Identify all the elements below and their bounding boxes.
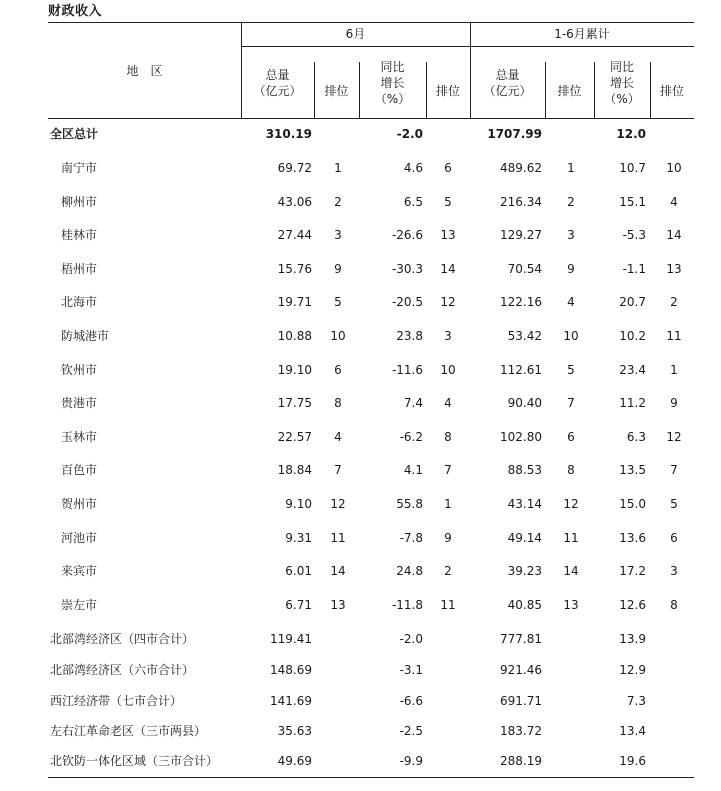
m-yoy-cell: -6.2 [399, 430, 423, 444]
m-total-cell: 69.72 [277, 161, 312, 175]
m-yoy-rank-cell: 4 [444, 396, 452, 410]
c-yoy-rank-cell: 12 [666, 430, 682, 444]
c-yoy-cell: 13.4 [619, 724, 646, 738]
m-yoy-rank-cell: 11 [440, 598, 456, 612]
c-rank-cell: 3 [567, 228, 575, 242]
m-total-cell: 43.06 [277, 195, 312, 209]
c-yoy-rank-cell: 8 [670, 598, 678, 612]
table-top-border [48, 22, 694, 23]
m-total-cell: 6.01 [285, 564, 312, 578]
m-total-cell: 6.71 [285, 598, 312, 612]
c-total-cell: 183.72 [500, 724, 542, 738]
c-yoy-cell: 7.3 [626, 694, 646, 708]
c-rank-cell: 11 [563, 531, 579, 545]
m-yoy-rank-cell: 2 [444, 564, 452, 578]
c-total-cell: 88.53 [507, 463, 542, 477]
c-yoy-rank-cell: 2 [670, 295, 678, 309]
table-bottom-border [48, 777, 694, 778]
c-total-cell: 102.80 [500, 430, 542, 444]
m-rank-cell: 6 [334, 363, 342, 377]
region-name: 北部湾经济区（四市合计） [50, 632, 195, 646]
header-bottom-border [48, 118, 694, 119]
m-yoy-cell: -26.6 [391, 228, 423, 242]
header-yoy-label: 增长 [609, 76, 634, 90]
m-rank-cell: 8 [334, 396, 342, 410]
m-yoy-rank-cell: 1 [444, 497, 452, 511]
c-yoy-cell: 10.7 [619, 161, 646, 175]
region-name: 玉林市 [61, 430, 98, 444]
m-total-cell: 27.44 [277, 228, 312, 242]
c-yoy-cell: 13.6 [619, 531, 646, 545]
c-total-cell: 39.23 [507, 564, 542, 578]
m-rank-cell: 3 [334, 228, 342, 242]
m-yoy-cell: -7.8 [399, 531, 423, 545]
m-yoy-rank-cell: 8 [444, 430, 452, 444]
c-total-cell: 70.54 [507, 262, 542, 276]
c-rank-cell: 12 [563, 497, 579, 511]
m-yoy-cell: 7.4 [403, 396, 423, 410]
m-yoy-cell: -11.6 [391, 363, 423, 377]
m-rank-cell: 10 [330, 329, 346, 343]
m-total-cell: 19.71 [277, 295, 312, 309]
m-total-cell: 22.57 [277, 430, 312, 444]
header-rank: 排位 [435, 84, 460, 98]
m-yoy-cell: -3.1 [399, 663, 423, 677]
c-yoy-cell: 20.7 [619, 295, 646, 309]
m-rank-cell: 11 [330, 531, 346, 545]
m-yoy-cell: 55.8 [396, 497, 423, 511]
c-yoy-cell: 10.2 [619, 329, 646, 343]
m-rank-cell: 5 [334, 295, 342, 309]
m-rank-cell: 2 [334, 195, 342, 209]
c-total-cell: 40.85 [507, 598, 542, 612]
c-rank-cell: 7 [567, 396, 575, 410]
m-rank-cell: 4 [334, 430, 342, 444]
m-total-cell: 310.19 [265, 127, 312, 141]
c-rank-cell: 4 [567, 295, 575, 309]
m-total-cell: 9.31 [285, 531, 312, 545]
m-rank-cell: 7 [334, 463, 342, 477]
region-name: 柳州市 [61, 195, 98, 209]
c-yoy-rank-cell: 1 [670, 363, 678, 377]
c-yoy-rank-cell: 4 [670, 195, 678, 209]
c-rank-cell: 10 [563, 329, 579, 343]
region-name: 梧州市 [61, 262, 98, 276]
c-yoy-cell: 6.3 [626, 430, 646, 444]
m-yoy-cell: -2.5 [399, 724, 423, 738]
m-yoy-rank-cell: 14 [440, 262, 456, 276]
region-name: 钦州市 [61, 363, 98, 377]
c-yoy-rank-cell: 14 [666, 228, 682, 242]
c-yoy-cell: 12.9 [619, 663, 646, 677]
c-yoy-rank-cell: 13 [666, 262, 682, 276]
m-yoy-cell: -20.5 [391, 295, 423, 309]
c-total-cell: 53.42 [507, 329, 542, 343]
m-yoy-rank-cell: 12 [440, 295, 456, 309]
header-region: 地 区 [126, 64, 163, 78]
c-rank-cell: 8 [567, 463, 575, 477]
m-yoy-cell: 4.1 [403, 463, 423, 477]
c-total-cell: 122.16 [500, 295, 542, 309]
c-rank-cell: 2 [567, 195, 575, 209]
c-yoy-rank-cell: 3 [670, 564, 678, 578]
c-yoy-cell: -5.3 [622, 228, 646, 242]
c-yoy-cell: 15.0 [619, 497, 646, 511]
region-name: 北钦防一体化区域（三市合计） [50, 754, 219, 768]
c-rank-cell: 6 [567, 430, 575, 444]
m-total-cell: 17.75 [277, 396, 312, 410]
c-yoy-rank-cell: 5 [670, 497, 678, 511]
m-yoy-cell: 24.8 [396, 564, 423, 578]
c-yoy-cell: 11.2 [619, 396, 646, 410]
m-yoy-cell: 23.8 [396, 329, 423, 343]
c-yoy-rank-cell: 11 [666, 329, 682, 343]
c-rank-cell: 1 [567, 161, 575, 175]
region-name: 来宾市 [61, 564, 98, 578]
header-yoy-label: 同比 [380, 60, 405, 74]
group-header-divider [241, 46, 694, 47]
region-name: 北海市 [61, 295, 98, 309]
region-name: 南宁市 [61, 161, 98, 175]
m-yoy-rank-cell: 5 [444, 195, 452, 209]
c-rank-cell: 13 [563, 598, 579, 612]
c-yoy-rank-cell: 9 [670, 396, 678, 410]
c-total-cell: 921.46 [500, 663, 542, 677]
m-total-cell: 15.76 [277, 262, 312, 276]
region-name: 百色市 [61, 463, 98, 477]
m-yoy-cell: -6.6 [399, 694, 423, 708]
m-yoy-cell: -9.9 [399, 754, 423, 768]
region-name: 防城港市 [61, 329, 110, 343]
m-rank-cell: 13 [330, 598, 346, 612]
header-yoy-unit: （%） [604, 92, 640, 106]
c-total-cell: 489.62 [500, 161, 542, 175]
region-name: 北部湾经济区（六市合计） [50, 663, 195, 677]
c-yoy-cell: 13.9 [619, 632, 646, 646]
m-yoy-cell: -2.0 [399, 632, 423, 646]
m-yoy-rank-cell: 9 [444, 531, 452, 545]
c-yoy-cell: 23.4 [619, 363, 646, 377]
c-yoy-cell: 13.5 [619, 463, 646, 477]
m-rank-cell: 14 [330, 564, 346, 578]
header-group-month: 6月 [345, 27, 366, 41]
c-rank-cell: 9 [567, 262, 575, 276]
c-total-cell: 90.40 [507, 396, 542, 410]
m-yoy-cell: -2.0 [396, 127, 423, 141]
header-rank: 排位 [557, 84, 582, 98]
header-rank: 排位 [659, 84, 684, 98]
region-name: 崇左市 [61, 598, 98, 612]
m-rank-cell: 1 [334, 161, 342, 175]
m-total-cell: 10.88 [277, 329, 312, 343]
c-total-cell: 112.61 [500, 363, 542, 377]
region-name: 河池市 [61, 531, 98, 545]
c-yoy-cell: 12.6 [619, 598, 646, 612]
m-total-cell: 119.41 [270, 632, 312, 646]
m-yoy-rank-cell: 3 [444, 329, 452, 343]
m-yoy-rank-cell: 7 [444, 463, 452, 477]
c-total-cell: 216.34 [500, 195, 542, 209]
header-total-label: 总量 [265, 68, 290, 82]
header-yoy-label: 同比 [609, 60, 634, 74]
c-rank-cell: 5 [567, 363, 575, 377]
c-yoy-cell: -1.1 [622, 262, 646, 276]
c-total-cell: 49.14 [507, 531, 542, 545]
c-total-cell: 1707.99 [487, 127, 542, 141]
m-rank-cell: 9 [334, 262, 342, 276]
c-yoy-rank-cell: 7 [670, 463, 678, 477]
m-yoy-rank-cell: 6 [444, 161, 452, 175]
m-total-cell: 35.63 [277, 724, 312, 738]
c-yoy-rank-cell: 6 [670, 531, 678, 545]
c-total-cell: 43.14 [507, 497, 542, 511]
c-yoy-cell: 12.0 [616, 127, 646, 141]
m-yoy-cell: 4.6 [403, 161, 423, 175]
m-yoy-cell: -11.8 [391, 598, 423, 612]
region-name: 贺州市 [61, 497, 98, 511]
region-name: 贵港市 [61, 396, 98, 410]
m-yoy-cell: 6.5 [403, 195, 423, 209]
m-total-cell: 49.69 [277, 754, 312, 768]
c-yoy-cell: 17.2 [619, 564, 646, 578]
m-total-cell: 19.10 [277, 363, 312, 377]
c-yoy-rank-cell: 10 [666, 161, 682, 175]
c-total-cell: 691.71 [500, 694, 542, 708]
m-yoy-cell: -30.3 [391, 262, 423, 276]
region-name: 左右江革命老区（三市两县） [50, 724, 207, 738]
region-name: 桂林市 [61, 228, 98, 242]
header-total-unit: （亿元） [253, 84, 302, 98]
header-yoy-label: 增长 [380, 76, 405, 90]
c-yoy-cell: 15.1 [619, 195, 646, 209]
region-name: 西江经济带（七市合计） [50, 694, 183, 708]
header-total-unit: （亿元） [483, 84, 532, 98]
m-total-cell: 148.69 [270, 663, 312, 677]
m-total-cell: 18.84 [277, 463, 312, 477]
m-rank-cell: 12 [330, 497, 346, 511]
m-yoy-rank-cell: 13 [440, 228, 456, 242]
m-total-cell: 141.69 [270, 694, 312, 708]
c-rank-cell: 14 [563, 564, 579, 578]
header-yoy-unit: （%） [374, 92, 411, 106]
header-total-label: 总量 [495, 68, 520, 82]
header-group-cumulative: 1-6月累计 [554, 27, 610, 41]
region-name: 全区总计 [50, 127, 99, 141]
c-total-cell: 129.27 [500, 228, 542, 242]
c-total-cell: 288.19 [500, 754, 542, 768]
m-yoy-rank-cell: 10 [440, 363, 456, 377]
c-total-cell: 777.81 [500, 632, 542, 646]
page-title: 财政收入 [48, 4, 103, 19]
c-yoy-cell: 19.6 [619, 754, 646, 768]
header-rank: 排位 [324, 84, 349, 98]
m-total-cell: 9.10 [285, 497, 312, 511]
